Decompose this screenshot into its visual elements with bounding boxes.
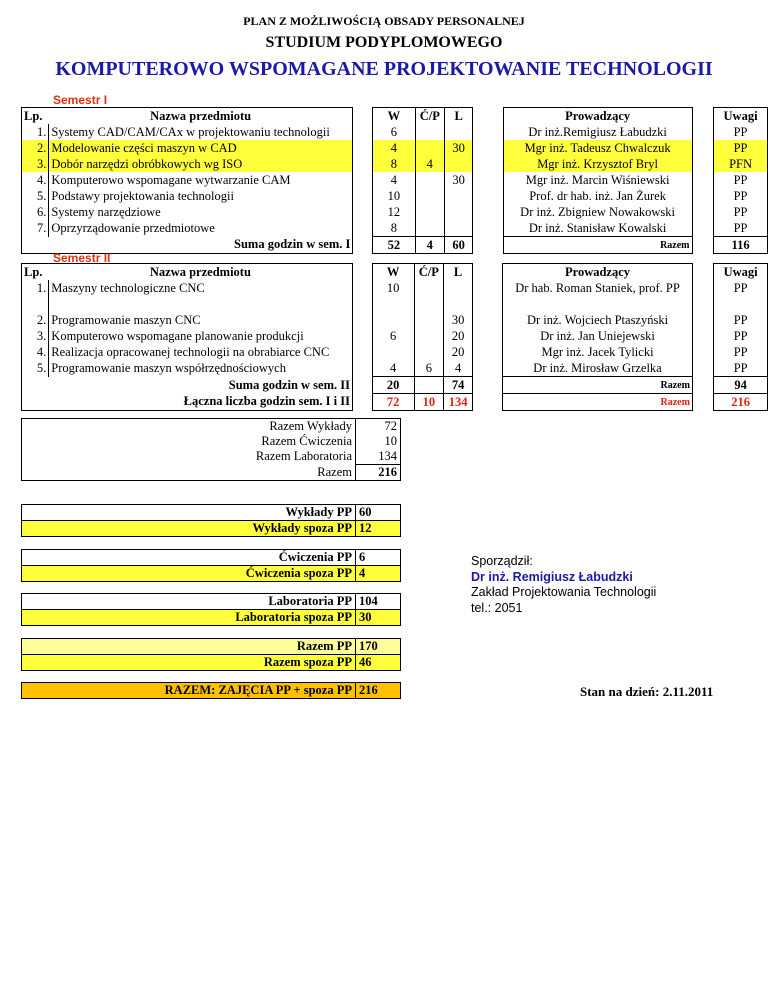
row-l	[444, 280, 473, 296]
row-cp	[415, 172, 444, 188]
sum-cp	[414, 377, 443, 394]
sum-l: 60	[444, 237, 472, 254]
row-name: Modelowanie części maszyn w CAD	[49, 140, 353, 156]
table-row	[22, 188, 768, 204]
sum-l: 74	[444, 377, 473, 394]
row-l: 30	[444, 140, 472, 156]
row-l: 30	[444, 172, 472, 188]
row-w: 6	[373, 124, 415, 140]
header-line2: STUDIUM PODYPLOMOWEGO	[265, 34, 503, 51]
total-cp: 10	[414, 394, 443, 411]
razem-cwiczenia-value: 10	[356, 434, 401, 449]
row-cp	[414, 312, 443, 328]
row-w: 10	[373, 188, 415, 204]
col-l: L	[444, 264, 473, 281]
summary-cwiczenia	[21, 549, 401, 582]
row-name: Programowanie maszyn CNC	[49, 312, 353, 328]
row-notes: PP	[714, 328, 768, 344]
wyklady-pp-value: 60	[356, 505, 401, 521]
row-notes: PP	[714, 360, 768, 377]
row-w	[372, 312, 414, 328]
row-l: 4	[444, 360, 473, 377]
sum-notes: 116	[714, 237, 768, 254]
sum-row	[22, 237, 768, 254]
table-row	[22, 172, 768, 188]
row-w	[372, 344, 414, 360]
razem-value: 216	[356, 465, 401, 481]
header-line1: PLAN Z MOŻLIWOŚCIĄ OBSADY PERSONALNEJ	[243, 14, 525, 28]
laboratoria-spoza-value: 30	[356, 610, 401, 626]
sum-row	[22, 377, 768, 394]
row-notes: PP	[714, 124, 768, 140]
row-notes: PP	[714, 204, 768, 220]
row-lp: 6.	[22, 204, 49, 220]
sum-razem-label: Razem	[503, 377, 693, 394]
wyklady-spoza-label: Wykłady spoza PP	[22, 521, 356, 537]
row-cp	[415, 220, 444, 237]
row-lecturer: Dr inż. Wojciech Ptaszyński	[503, 312, 693, 328]
row-w: 10	[372, 280, 414, 296]
col-notes: Uwagi	[714, 264, 768, 281]
row-name: Oprzyrządowanie przedmiotowe	[49, 220, 353, 237]
table-row	[22, 312, 768, 328]
row-lecturer: Mgr inż. Jacek Tylicki	[503, 344, 693, 360]
row-l	[444, 188, 472, 204]
total-w: 72	[372, 394, 414, 411]
cwiczenia-pp-value: 6	[356, 550, 401, 566]
row-w: 4	[373, 172, 415, 188]
razem-cwiczenia-label: Razem Ćwiczenia	[22, 434, 356, 449]
total-row	[22, 394, 768, 411]
signature-block	[471, 554, 656, 616]
col-lecturer: Prowadzący	[503, 108, 692, 125]
col-l: L	[444, 108, 472, 125]
row-l	[444, 204, 472, 220]
summary-wyklady	[21, 504, 401, 537]
row-notes: PFN	[714, 156, 768, 172]
row-name: Maszyny technologiczne CNC	[49, 280, 353, 296]
prepared-label: Sporządził:	[471, 554, 533, 568]
wyklady-pp-label: Wykłady PP	[22, 505, 356, 521]
col-notes: Uwagi	[714, 108, 768, 125]
row-l	[444, 124, 472, 140]
row-cp	[414, 344, 443, 360]
row-lecturer: Dr inż.Remigiusz Łabudzki	[503, 124, 692, 140]
table-row	[22, 280, 768, 296]
row-lp: 7.	[22, 220, 49, 237]
row-notes: PP	[714, 280, 768, 296]
cwiczenia-spoza-value: 4	[356, 566, 401, 582]
razem-total-label: RAZEM: ZAJĘCIA PP + spoza PP	[22, 683, 356, 699]
col-name: Nazwa przedmiotu	[49, 264, 353, 281]
row-lecturer: Dr inż. Jan Uniejewski	[503, 328, 693, 344]
semester-1-table	[21, 107, 768, 254]
row-notes: PP	[714, 172, 768, 188]
row-lp: 4.	[22, 172, 49, 188]
razem-laboratoria-label: Razem Laboratoria	[22, 449, 356, 465]
row-lecturer: Dr hab. Roman Staniek, prof. PP	[503, 280, 693, 296]
row-lp: 1.	[22, 124, 49, 140]
razem-spoza-label: Razem spoza PP	[22, 655, 356, 671]
row-cp	[415, 124, 444, 140]
laboratoria-pp-label: Laboratoria PP	[22, 594, 356, 610]
row-lp: 3.	[22, 328, 49, 344]
table-row	[22, 220, 768, 237]
date-label: Stan na dzień: 2.11.2011	[580, 684, 714, 699]
col-cp: Ć/P	[415, 108, 444, 125]
cwiczenia-pp-label: Ćwiczenia PP	[22, 550, 356, 566]
sum-razem-label: Razem	[503, 237, 692, 254]
laboratoria-pp-value: 104	[356, 594, 401, 610]
row-l	[444, 156, 472, 172]
razem-spoza-value: 46	[356, 655, 401, 671]
row-lp: 1.	[22, 280, 49, 296]
razem-wyklady-label: Razem Wykłady	[22, 419, 356, 435]
table-row	[22, 204, 768, 220]
row-cp: 4	[415, 156, 444, 172]
sum-notes: 94	[714, 377, 768, 394]
razem-label: Razem	[22, 465, 356, 481]
row-w: 4	[372, 360, 414, 377]
total-label: Łączna liczba godzin sem. I i II	[49, 394, 353, 411]
row-name: Komputerowo wspomagane wytwarzanie CAM	[49, 172, 353, 188]
summary-laboratoria	[21, 593, 401, 626]
sum-w: 52	[373, 237, 415, 254]
razem-laboratoria-value: 134	[356, 449, 401, 465]
row-w: 4	[373, 140, 415, 156]
col-w: W	[373, 108, 415, 125]
col-name: Nazwa przedmiotu	[49, 108, 353, 125]
phone: tel.: 2051	[471, 600, 523, 615]
row-w: 8	[373, 220, 415, 237]
row-lecturer: Dr inż. Stanisław Kowalski	[503, 220, 692, 237]
sum-w: 20	[372, 377, 414, 394]
sum-cp: 4	[415, 237, 444, 254]
row-lp: 2.	[22, 312, 49, 328]
table-row	[22, 140, 768, 156]
row-cp	[415, 188, 444, 204]
table-row	[22, 156, 768, 172]
summary-razem-total	[21, 682, 401, 699]
row-l: 30	[444, 312, 473, 328]
total-l: 134	[444, 394, 473, 411]
wyklady-spoza-value: 12	[356, 521, 401, 537]
row-l	[444, 220, 472, 237]
row-name: Programowanie maszyn współrzędnościowych	[49, 360, 353, 377]
summary-razem-pp	[21, 638, 401, 671]
row-name: Systemy narzędziowe	[49, 204, 353, 220]
col-lp: Lp.	[22, 108, 49, 125]
table-row	[22, 344, 768, 360]
total-razem-label: Razem	[503, 394, 693, 411]
row-cp	[415, 204, 444, 220]
row-w: 6	[372, 328, 414, 344]
row-lecturer: Dr inż. Mirosław Grzelka	[503, 360, 693, 377]
row-name: Komputerowo wspomagane planowanie produkcji	[49, 328, 353, 344]
col-lecturer: Prowadzący	[503, 264, 693, 281]
row-l: 20	[444, 328, 473, 344]
table-row	[22, 360, 768, 377]
row-notes: PP	[714, 220, 768, 237]
col-cp: Ć/P	[414, 264, 443, 281]
row-name: Realizacja opracowanej technologii na obrabiarce CNC	[49, 344, 353, 360]
row-lp: 2.	[22, 140, 49, 156]
row-lp: 3.	[22, 156, 49, 172]
row-cp	[414, 280, 443, 296]
summary-totals	[21, 418, 401, 481]
row-lp: 5.	[22, 188, 49, 204]
col-w: W	[372, 264, 414, 281]
semester-2-table	[21, 263, 768, 411]
semester-1-label: Semestr I	[53, 93, 108, 107]
col-lp: Lp.	[22, 264, 49, 281]
razem-pp-value: 170	[356, 639, 401, 655]
razem-pp-label: Razem PP	[22, 639, 356, 655]
row-lp: 5.	[22, 360, 49, 377]
sum-label: Suma godzin w sem. I	[49, 237, 353, 254]
semester-2-label: Semestr II	[53, 251, 111, 265]
razem-wyklady-value: 72	[356, 419, 401, 435]
row-w: 8	[373, 156, 415, 172]
row-lp: 4.	[22, 344, 49, 360]
razem-total-value: 216	[356, 683, 401, 699]
table-row	[22, 124, 768, 140]
row-name: Dobór narzędzi obróbkowych wg ISO	[49, 156, 353, 172]
row-name: Systemy CAD/CAM/CAx w projektowaniu technologii	[49, 124, 353, 140]
row-lecturer: Mgr inż. Krzysztof Bryl	[503, 156, 692, 172]
prepared-name: Dr inż. Remigiusz Łabudzki	[471, 569, 633, 584]
row-l: 20	[444, 344, 473, 360]
header-row	[22, 108, 768, 125]
department: Zakład Projektowania Technologii	[471, 585, 657, 599]
row-cp	[415, 140, 444, 156]
row-notes: PP	[714, 344, 768, 360]
total-notes: 216	[714, 394, 768, 411]
row-lecturer: Mgr inż. Marcin Wiśniewski	[503, 172, 692, 188]
row-lecturer: Mgr inż. Tadeusz Chwalczuk	[503, 140, 692, 156]
row-notes: PP	[714, 188, 768, 204]
row-lecturer: Prof. dr hab. inż. Jan Żurek	[503, 188, 692, 204]
row-notes: PP	[714, 140, 768, 156]
row-cp	[414, 328, 443, 344]
row-cp: 6	[414, 360, 443, 377]
table-row	[22, 328, 768, 344]
row-w: 12	[373, 204, 415, 220]
row-name: Podstawy projektowania technologii	[49, 188, 353, 204]
laboratoria-spoza-label: Laboratoria spoza PP	[22, 610, 356, 626]
row-notes: PP	[714, 312, 768, 328]
row-lecturer: Dr inż. Zbigniew Nowakowski	[503, 204, 692, 220]
page-title: KOMPUTEROWO WSPOMAGANE PROJEKTOWANIE TECHNOLOGII	[55, 58, 713, 80]
header-row	[22, 264, 768, 281]
sum-label: Suma godzin w sem. II	[49, 377, 353, 394]
cwiczenia-spoza-label: Ćwiczenia spoza PP	[22, 566, 356, 582]
